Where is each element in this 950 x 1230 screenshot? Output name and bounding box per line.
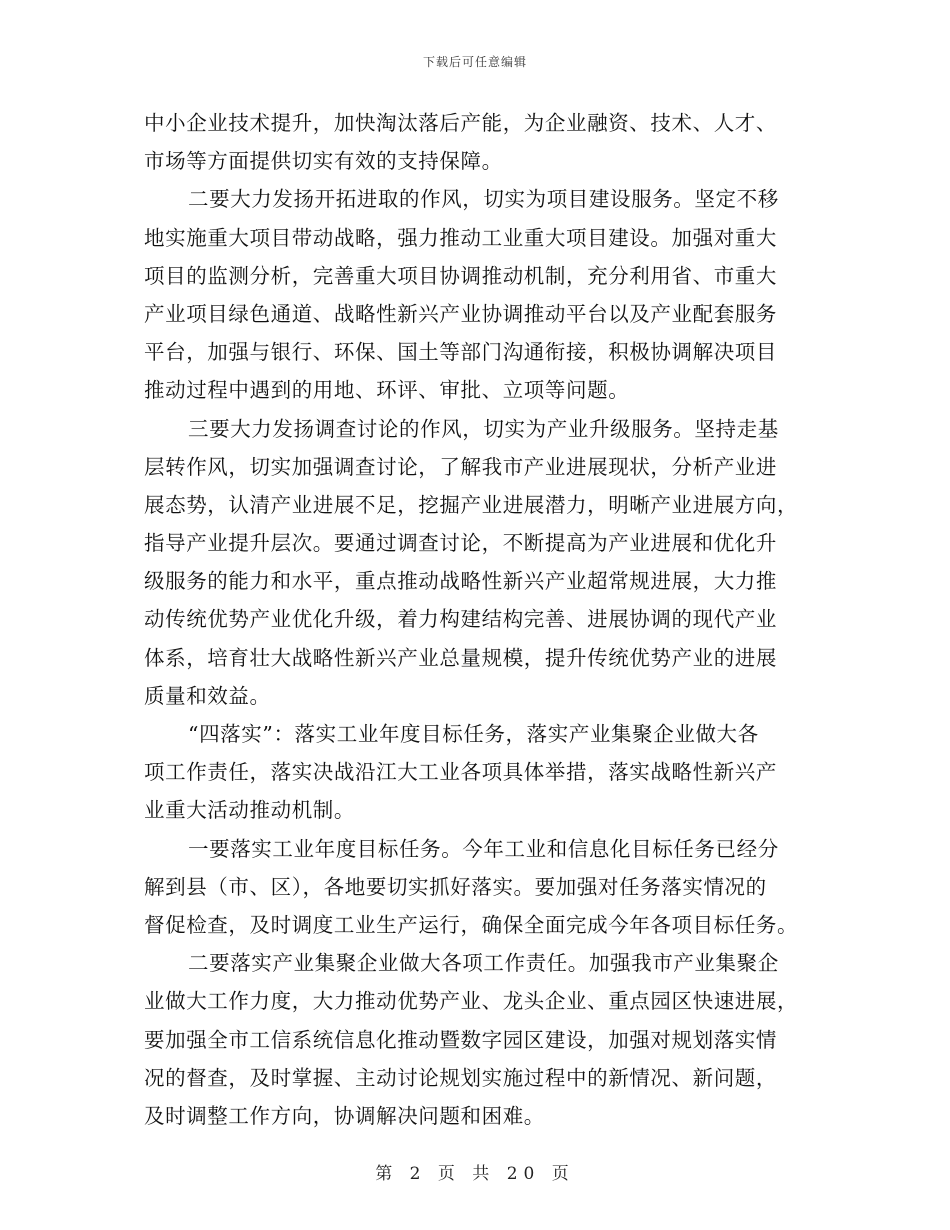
text-line: 要加强全市工信系统信息化推动暨数字园区建设，加强对规划落实情	[144, 1027, 777, 1052]
document-body	[144, 104, 804, 1135]
text-line: 地实施重大项目带动战略，强力推动工业重大项目建设。加强对重大	[144, 225, 777, 250]
text-line: 市场等方面提供切实有效的支持保障。	[144, 149, 503, 174]
text-line: 三要大力发扬调查讨论的作风，切实为产业升级服务。坚持走基	[188, 416, 779, 441]
text-line: 业重大活动推动机制。	[144, 798, 355, 823]
text-line: 项工作责任，落实决战沿江大工业各项具体举措，落实战略性新兴产	[144, 760, 777, 785]
text-line: 动传统优势产业优化升级，着力构建结构完善、进展协调的现代产业	[144, 607, 777, 632]
text-line: 及时调整工作方向，协调解决问题和困难。	[144, 1103, 545, 1128]
text-line: 体系，培育壮大战略性新兴产业总量规模，提升传统优势产业的进展	[144, 645, 777, 670]
text-line: 二要大力发扬开拓进取的作风，切实为项目建设服务。坚定不移	[188, 187, 779, 212]
text-line: 项目的监测分析，完善重大项目协调推动机制，充分利用省、市重大	[144, 263, 777, 288]
text-line: 产业项目绿色通道、战略性新兴产业协调推动平台以及产业配套服务	[144, 301, 777, 326]
text-line: 中小企业技术提升，加快淘汰落后产能，为企业融资、技术、人才、	[144, 111, 777, 135]
text-line: “四落实”：落实工业年度目标任务，落实产业集聚企业做大各	[188, 722, 759, 746]
text-line: 指导产业提升层次。要通过调查讨论，不断提高为产业进展和优化升	[144, 531, 777, 556]
text-line: 级服务的能力和水平，重点推动战略性新兴产业超常规进展，大力推	[144, 569, 777, 594]
text-line: 质量和效益。	[144, 683, 271, 708]
page-header: 下载后可任意编辑	[422, 55, 527, 69]
page-footer: 第 2 页 共 20 页	[375, 1164, 575, 1184]
text-line: 二要落实产业集聚企业做大各项工作责任。加强我市产业集聚企	[188, 951, 779, 976]
text-line: 展态势，认清产业进展不足，挖掘产业进展潜力，明晰产业进展方向，	[144, 492, 799, 517]
text-line: 业做大工作力度，大力推动优势产业、龙头企业、重点园区快速进展，	[144, 989, 799, 1014]
text-line: 况的督查，及时掌握、主动讨论规划实施过程中的新情况、新问题，	[144, 1065, 777, 1090]
text-line: 一要落实工业年度目标任务。今年工业和信息化目标任务已经分	[188, 836, 779, 861]
text-line: 推动过程中遇到的用地、环评、审批、立项等问题。	[144, 378, 630, 403]
text-line: 平台，加强与银行、环保、国土等部门沟通衔接，积极协调解决项目	[144, 340, 777, 365]
text-line: 层转作风，切实加强调查讨论，了解我市产业进展现状，分析产业进	[144, 454, 777, 479]
text-line: 解到县（市、区），各地要切实抓好落实。要加强对任务落实情况的	[144, 874, 767, 899]
text-line: 督促检查，及时调度工业生产运行，确保全面完成今年各项目标任务。	[144, 912, 799, 937]
